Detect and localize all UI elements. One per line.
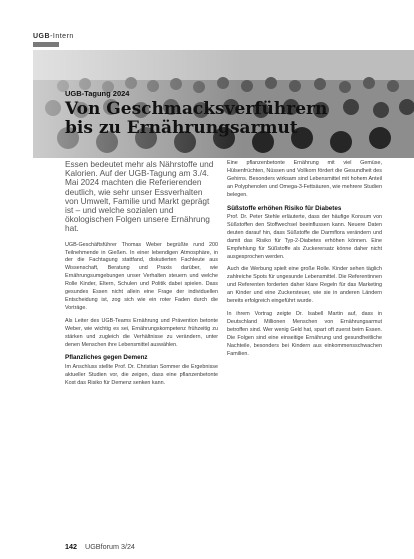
section-bar — [33, 42, 59, 47]
text-column-left — [65, 160, 218, 393]
headline-line-1: Von Geschmacksverführern — [65, 99, 328, 119]
subheading: Süßstoffe erhöhen Risiko für Diabetes — [227, 204, 342, 212]
section-label-bold: UGB — [33, 33, 51, 40]
page-footer — [65, 542, 135, 551]
body-paragraph: UGB-Geschäftsführer Thomas Weber begrüßte rund 200 Teilnehmende in Gießen. In einer lebendigen Atmosphäre, in der die Fachtagung stattfand, diskutierten Fachleute aus Wissenschaft, Beratung und Praxis darüber, wie Ernährungsumgebungen unser Verhalten steuern und welche Rolle Kinder, Eltern, Schulen und Politik dabei spielen. Dass gesundes Essen nicht allein eine Frage der individuellen Entscheidung ist, zog sich wie ein roter Faden durch die Vorträge. — [65, 241, 218, 311]
page-number: 142 — [65, 542, 77, 551]
section-label-rest: -Intern — [50, 33, 74, 40]
body-paragraph: Prof. Dr. Peter Stehle erläuterte, dass der häufige Konsum von Süßstoffen den Stoffwechsel beeinflussen kann. Neuere Daten deuten darauf hin, dass Süßstoffe die Darmflora verändern und damit das Risiko für Typ-2-Diabetes erhöhen können. Eine Empfehlung für Süßstoffe als Zuckerersatz könne daher nicht ausgesprochen werden. — [227, 214, 382, 260]
body-paragraph: Im Anschluss stellte Prof. Dr. Christian Sommer die Ergebnisse aktueller Studien vor, die zeigen, dass eine pflanzenbetonte Kost das Risiko für Demenz senken kann. — [65, 363, 218, 386]
section-label — [33, 33, 74, 40]
body-paragraph: In ihrem Vortrag zeigte Dr. Isabell Martin auf, dass in Deutschland Millionen Menschen von Ernährungsarmut betroffen sind. Wer wenig Geld hat, spart oft zuerst beim Essen. Die Folgen sind eine einseitige Ernährung und gesundheitliche Nachteile, besonders bei Kindern aus einkommensschwachen Familien. — [227, 311, 382, 357]
headline-line-2: bis zu Ernährungsarmut — [65, 118, 298, 138]
subheading: Pflanzliches gegen Demenz — [65, 354, 148, 362]
magazine-name: UGBforum 3/24 — [85, 542, 135, 551]
body-paragraph: Als Leiter des UGB-Teams Ernährung und Prävention betonte Weber, wie wichtig es sei, Ernährungskompetenz frühzeitig zu stärken und zugleich die Verhältnisse zu verändern, unter denen Menschen ihre Lebensmittel auswählen. — [65, 317, 218, 348]
article-intro: Essen bedeutet mehr als Nährstoffe und Kalorien. Auf der UGB-Tagung am 3./4. Mai 2024 machten die Referierenden deutlich, wie sehr unser Essverhalten von Umwelt, Familie und Markt geprägt ist – und welche sozialen und ökologischen Folgen unsere Ernährung hat. — [65, 159, 214, 234]
body-paragraph: Auch die Werbung spielt eine große Rolle. Kinder sehen täglich zahlreiche Spots für ungesunde Lebensmittel. Die Referentinnen und Referenten forderten daher klare Regeln für das Marketing an Kinder und eine Zuckersteuer, wie sie in anderen Ländern bereits erfolgreich eingeführt wurde. — [227, 266, 382, 305]
article-kicker: UGB-Tagung 2024 — [65, 89, 130, 98]
body-paragraph: Eine pflanzenbetonte Ernährung mit viel Gemüse, Hülsenfrüchten, Nüssen und Vollkorn fördert die Gesundheit des Gehirns. Besonders wirksam sind Lebensmittel mit hohem Anteil an Polyphenolen und Omega-3-Fettsäuren, wie mehrere Studien belegen. — [227, 160, 382, 198]
article-headline — [65, 100, 414, 138]
text-column-right — [227, 160, 382, 363]
